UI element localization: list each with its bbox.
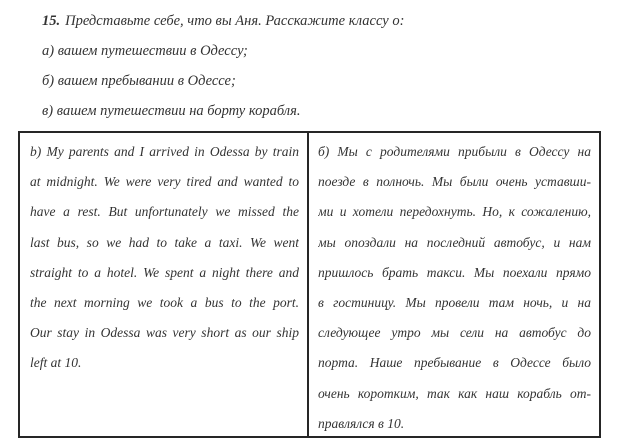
answer-table bbox=[18, 131, 601, 438]
exercise-item-v: в) вашем путешествии на борту корабля. bbox=[42, 103, 301, 119]
text-line: left at 10. bbox=[30, 355, 82, 371]
text-line: straight to a hotel. We spent a night there and bbox=[30, 264, 299, 280]
exercise-item-b: б) вашем пребывании в Одессе; bbox=[42, 73, 236, 89]
answer-cell-russian bbox=[309, 133, 599, 436]
text-line: в гостиницу. Мы провели там ночь, и на bbox=[318, 294, 591, 310]
exercise-prompt-line bbox=[42, 6, 610, 36]
text-line: at midnight. We were very tired and wanted to bbox=[30, 174, 299, 190]
text-line: Our stay in Odessa was very short as our ship bbox=[30, 325, 299, 341]
text-line: порта. Наше пребывание в Одессе было bbox=[318, 355, 591, 371]
exercise-header bbox=[42, 6, 610, 126]
text-line: have a rest. But unfortunately we missed the bbox=[30, 204, 299, 220]
text-line: ми и хотели передохнуть. Но, к сожалению, bbox=[318, 204, 591, 220]
text-line: мы опоздали на последний автобус, и нам bbox=[318, 234, 591, 250]
answer-cell-english bbox=[20, 133, 309, 436]
text-line: пришлось брать такси. Мы поехали прямо bbox=[318, 264, 591, 280]
text-line: б) Мы с родителями прибыли в Одессу на bbox=[318, 144, 591, 159]
exercise-number: 15. bbox=[42, 13, 61, 29]
text-line: правлялся в 10. bbox=[318, 415, 405, 431]
exercise-item-a: а) вашем путешествии в Одессу; bbox=[42, 43, 248, 59]
text-line: поезде в полночь. Мы были очень уставши- bbox=[318, 174, 591, 190]
text-line: очень коротким, так как наш корабль от- bbox=[318, 385, 591, 401]
text-line: следующее утро мы сели на автобус до bbox=[318, 325, 591, 341]
text-line: b) My parents and I arrived in Odessa by train bbox=[30, 144, 299, 159]
exercise-prompt: Представьте себе, что вы Аня. Расскажите классу о: bbox=[65, 13, 405, 29]
text-line: last bus, so we had to take a taxi. We went bbox=[30, 234, 299, 250]
text-line: the next morning we took a bus to the port. bbox=[30, 294, 299, 310]
